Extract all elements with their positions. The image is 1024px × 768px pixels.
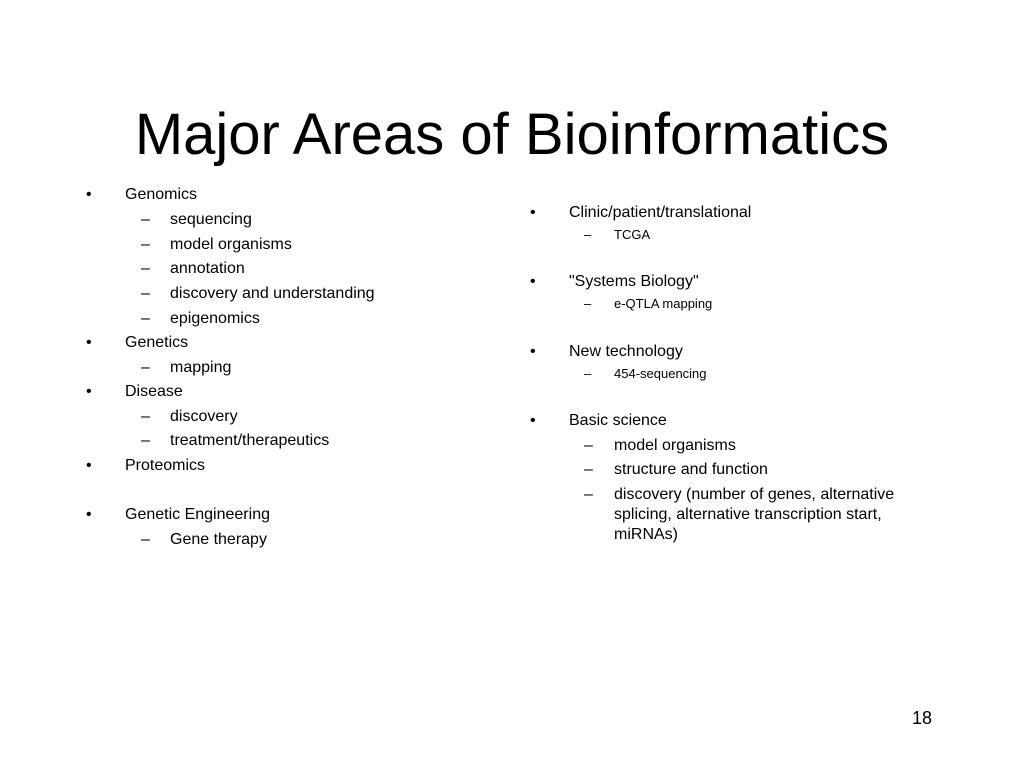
dash-marker: – [141,310,150,327]
slide-title: Major Areas of Bioinformatics [134,102,890,167]
dash-marker: – [584,461,593,478]
list-item-label: Clinic/patient/translational [569,204,752,221]
sublist-item-label: model organisms [614,437,736,454]
list-item-label: Proteomics [125,457,206,474]
sublist-item-label: annotation [170,260,245,277]
sublist-item-label: mapping [170,359,232,376]
list-item-label: Basic science [569,412,667,429]
dash-marker: – [141,359,150,376]
dash-marker: – [584,227,592,242]
bullet-marker: • [86,334,92,351]
bullet-marker: • [86,383,92,400]
bullet-marker: • [530,204,536,221]
bullet-marker: • [86,186,92,203]
dash-marker: – [141,236,150,253]
sublist-item-label: discovery and understanding [170,285,375,302]
list-item-label: New technology [569,343,683,360]
dash-marker: – [141,211,150,228]
bullet-marker: • [86,457,92,474]
sublist-item-label: sequencing [170,211,252,228]
dash-marker: – [584,296,592,311]
dash-marker: – [584,437,593,454]
dash-marker: – [584,486,593,503]
sublist-item-label: TCGA [614,227,651,242]
list-item-label: Genetics [125,334,189,351]
list-item-label: "Systems Biology" [569,273,699,290]
dash-marker: – [141,408,150,425]
bullet-marker: • [530,273,536,290]
sublist-item-label: 454-sequencing [614,366,707,381]
dash-marker: – [584,366,592,381]
dash-marker: – [141,260,150,277]
bullet-marker: • [530,343,536,360]
bullet-marker: • [86,506,92,523]
sublist-item-label: discovery (number of genes, alternative splicing, alternative transcription start, miRNAs) [614,486,895,543]
sublist-item-label: structure and function [614,461,768,478]
sublist-item-label: treatment/therapeutics [170,432,330,449]
sublist-item-label: model organisms [170,236,292,253]
list-item-label: Disease [125,383,183,400]
sublist-item-label: discovery [170,408,238,425]
sublist-item-label: Gene therapy [170,531,267,548]
sublist-item-label: epigenomics [170,310,260,327]
dash-marker: – [141,531,150,548]
list-item-label: Genetic Engineering [125,506,270,523]
list-item-label: Genomics [125,186,198,203]
dash-marker: – [141,432,150,449]
page-number: 18 [912,708,933,728]
bullet-marker: • [530,412,536,429]
dash-marker: – [141,285,150,302]
sublist-item-label: e-QTLA mapping [614,296,713,311]
